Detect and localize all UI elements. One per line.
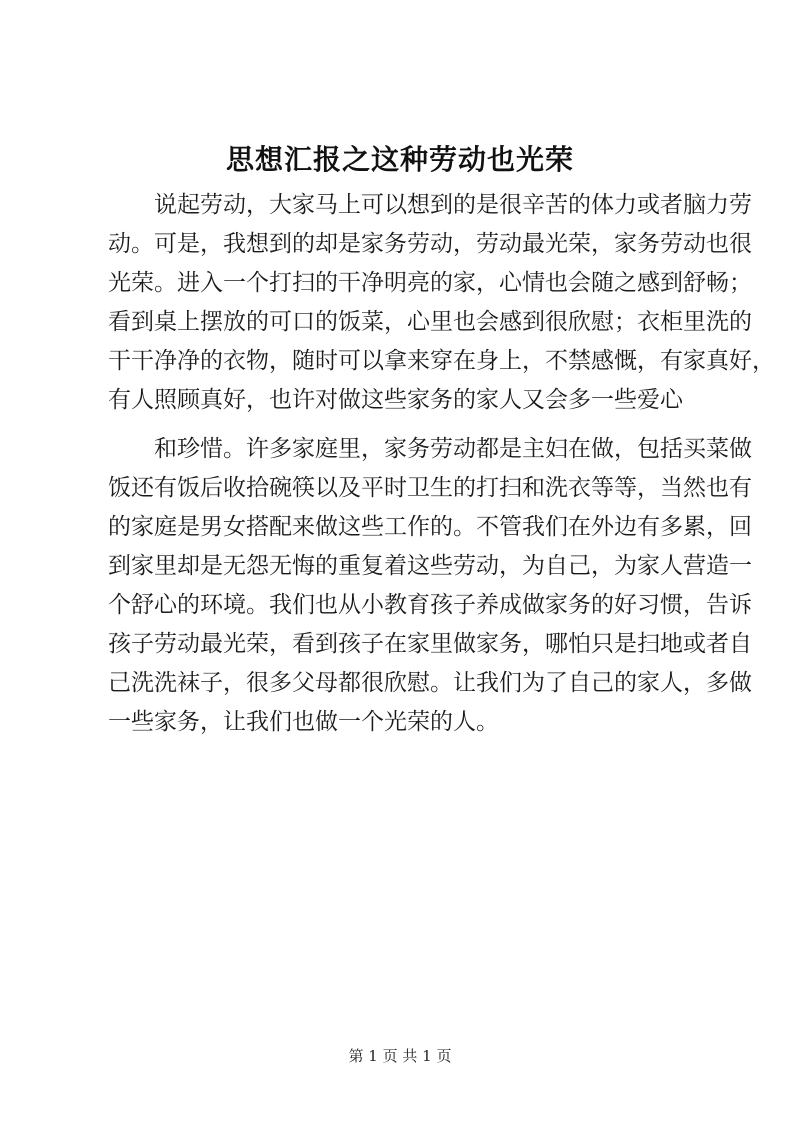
paragraph-line: 个舒心的环境。我们也从小教育孩子养成做家务的好习惯，告诉 bbox=[108, 592, 752, 618]
page-title: 思想汇报之这种劳动也光荣 bbox=[225, 143, 574, 176]
paragraph-line: 有人照顾真好，也许对做这些家务的家人又会多一些爱心 bbox=[108, 387, 683, 413]
paragraph-line: 光荣。进入一个打扫的干净明亮的家，心情也会随之感到舒畅； bbox=[108, 270, 752, 296]
paragraph-line: 饭还有饭后收拾碗筷以及平时卫生的打扫和洗衣等等，当然也有 bbox=[108, 475, 752, 501]
paragraph-line: 到家里却是无怨无悔的重复着这些劳动，为自己，为家人营造一 bbox=[108, 553, 752, 579]
paragraph-line: 看到桌上摆放的可口的饭菜，心里也会感到很欣慰；衣柜里洗的 bbox=[108, 309, 752, 335]
paragraph-line: 说起劳动，大家马上可以想到的是很辛苦的体力或者脑力劳 bbox=[154, 192, 752, 218]
paragraph-line: 干干净净的衣物，随时可以拿来穿在身上，不禁感慨，有家真好， bbox=[108, 348, 775, 374]
page-number-footer: 第 1 页 共 1 页 bbox=[348, 1047, 452, 1065]
paragraph-line: 动。可是，我想到的却是家务劳动，劳动最光荣，家务劳动也很 bbox=[108, 231, 752, 257]
paragraph-line: 己洗洗袜子，很多父母都很欣慰。让我们为了自己的家人，多做 bbox=[108, 670, 752, 696]
paragraph-line: 和珍惜。许多家庭里，家务劳动都是主妇在做，包括买菜做 bbox=[154, 436, 752, 462]
paragraph-line: 孩子劳动最光荣，看到孩子在家里做家务，哪怕只是扫地或者自 bbox=[108, 631, 752, 657]
paragraph-line: 一些家务，让我们也做一个光荣的人。 bbox=[108, 709, 499, 735]
paragraph-line: 的家庭是男女搭配来做这些工作的。不管我们在外边有多累，回 bbox=[108, 514, 752, 540]
